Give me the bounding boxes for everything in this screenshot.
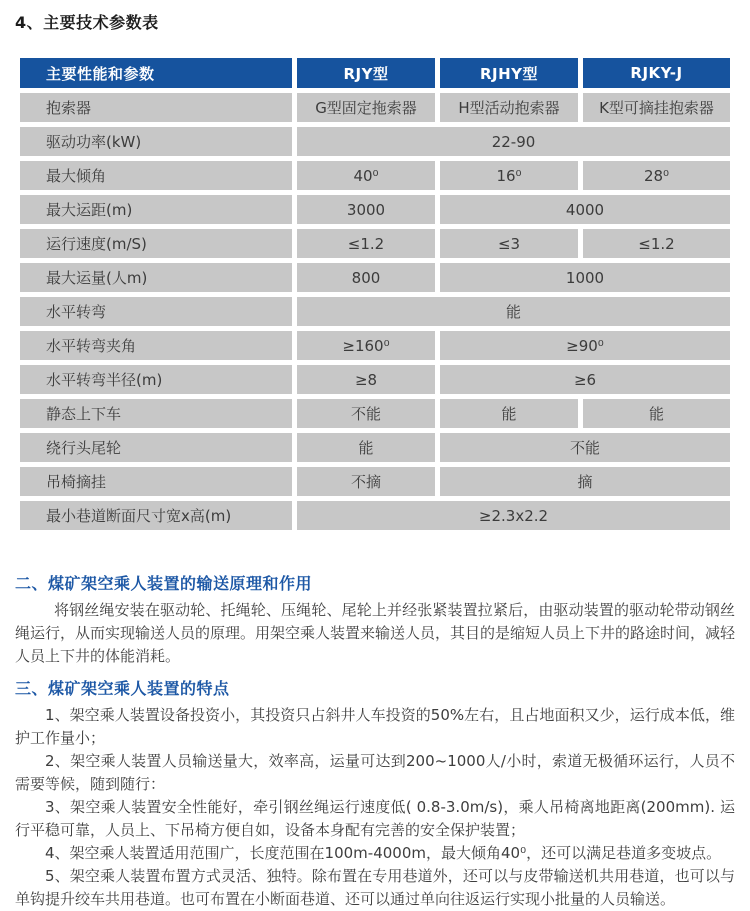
- table-cell: 不能: [440, 433, 730, 462]
- row-label: 抱索器: [20, 93, 292, 122]
- table-row: [20, 331, 730, 360]
- paragraph: 5、架空乘人装置布置方式灵活、独特。除布置在专用巷道外，还可以与皮带输送机共用巷道，也可以与单钩提升绞车共用巷道。也可布置在小断面巷道、还可以通过单向往返运行实现小批量的人员输送。: [15, 867, 735, 908]
- table-cell: 800: [297, 263, 435, 292]
- paragraph: 3、架空乘人装置安全性能好，牵引钢丝绳运行速度低( 0.8-3.0m/s)，乘人吊椅离地距离(200mm). 运行平稳可靠，人员上、下吊椅方便自如，设备本身配有完善的安全保护装置；: [15, 798, 735, 839]
- table-cell: 28⁰: [583, 161, 730, 190]
- table-cell: ≥6: [440, 365, 730, 394]
- table-cell: ≥2.3x2.2: [297, 501, 730, 530]
- table-cell: ≤1.2: [583, 229, 730, 258]
- table-row: [20, 93, 730, 122]
- row-label: 水平转弯半径(m): [20, 365, 292, 394]
- row-label: 运行速度(m/S): [20, 229, 292, 258]
- table-cell: 40⁰: [297, 161, 435, 190]
- table-cell: G型固定拖索器: [297, 93, 435, 122]
- row-label: 水平转弯: [20, 297, 292, 326]
- table-row: [20, 297, 730, 326]
- row-label: 最大运量(人m): [20, 263, 292, 292]
- table-cell: 能: [297, 297, 730, 326]
- paragraph: 2、架空乘人装置人员输送量大，效率高，运量可达到200~1000人/小时，索道无极循环运行，人员不需要等候，随到随行：: [15, 752, 735, 793]
- table-cell: ≤1.2: [297, 229, 435, 258]
- table-cell: 能: [583, 399, 730, 428]
- table-row: [20, 365, 730, 394]
- section-features-body: [15, 704, 735, 911]
- table-cell: ≥90⁰: [440, 331, 730, 360]
- table-cell: 1000: [440, 263, 730, 292]
- row-label: 静态上下车: [20, 399, 292, 428]
- column-header-rjhy: RJHY型: [440, 58, 578, 88]
- table-cell: 3000: [297, 195, 435, 224]
- section-heading-features: 三、煤矿架空乘人装置的特点: [15, 679, 230, 698]
- table-row: [20, 127, 730, 156]
- table-cell: 摘: [440, 467, 730, 496]
- table-cell: 16⁰: [440, 161, 578, 190]
- table-row: [20, 467, 730, 496]
- column-header-rjy: RJY型: [297, 58, 435, 88]
- table-header-row: [20, 58, 730, 88]
- table-cell: 不摘: [297, 467, 435, 496]
- table-row: [20, 195, 730, 224]
- page-title: 4、主要技术参数表: [15, 13, 159, 32]
- table-cell: 能: [440, 399, 578, 428]
- row-label: 驱动功率(kW): [20, 127, 292, 156]
- table-cell: H型活动抱索器: [440, 93, 578, 122]
- row-label: 水平转弯夹角: [20, 331, 292, 360]
- table-cell: 4000: [440, 195, 730, 224]
- section-features: [15, 676, 735, 911]
- table-cell: 22-90: [297, 127, 730, 156]
- row-label: 最大运距(m): [20, 195, 292, 224]
- column-header-parameters: 主要性能和参数: [20, 58, 292, 88]
- row-label: 最小巷道断面尺寸宽x高(m): [20, 501, 292, 530]
- table-cell: 不能: [297, 399, 435, 428]
- paragraph: 1、架空乘人装置设备投资小，其投资只占斜井人车投资的50%左右，且占地面积又少，运行成本低，维护工作量小；: [15, 706, 735, 747]
- row-label: 吊椅摘挂: [20, 467, 292, 496]
- table-cell: ≤3: [440, 229, 578, 258]
- table-cell: ≥8: [297, 365, 435, 394]
- table-row: [20, 161, 730, 190]
- section-principle: [15, 571, 735, 668]
- parameters-table: [15, 53, 735, 535]
- table-row: [20, 433, 730, 462]
- paragraph: 4、架空乘人装置适用范围广，长度范围在100m-4000m，最大倾角40⁰，还可以满足巷道多变坡点。: [45, 844, 722, 862]
- section-heading-principle: 二、煤矿架空乘人装置的输送原理和作用: [15, 574, 313, 593]
- table-row: [20, 263, 730, 292]
- table-row: [20, 229, 730, 258]
- table-cell: ≥160⁰: [297, 331, 435, 360]
- row-label: 最大倾角: [20, 161, 292, 190]
- table-cell: K型可摘挂抱索器: [583, 93, 730, 122]
- table-cell: 能: [297, 433, 435, 462]
- paragraph: 将钢丝绳安装在驱动轮、托绳轮、压绳轮、尾轮上并经张紧装置拉紧后，由驱动装置的驱动轮带动钢丝绳运行，从而实现输送人员的原理。用架空乘人装置来输送人员，其目的是缩短人员上下井的路途时间，减轻人员上下井的体能消耗。: [15, 601, 736, 665]
- table-row: [20, 399, 730, 428]
- table-row: [20, 501, 730, 530]
- row-label: 绕行头尾轮: [20, 433, 292, 462]
- section-principle-body: [15, 599, 735, 668]
- column-header-rjky: RJKY-J: [583, 58, 730, 88]
